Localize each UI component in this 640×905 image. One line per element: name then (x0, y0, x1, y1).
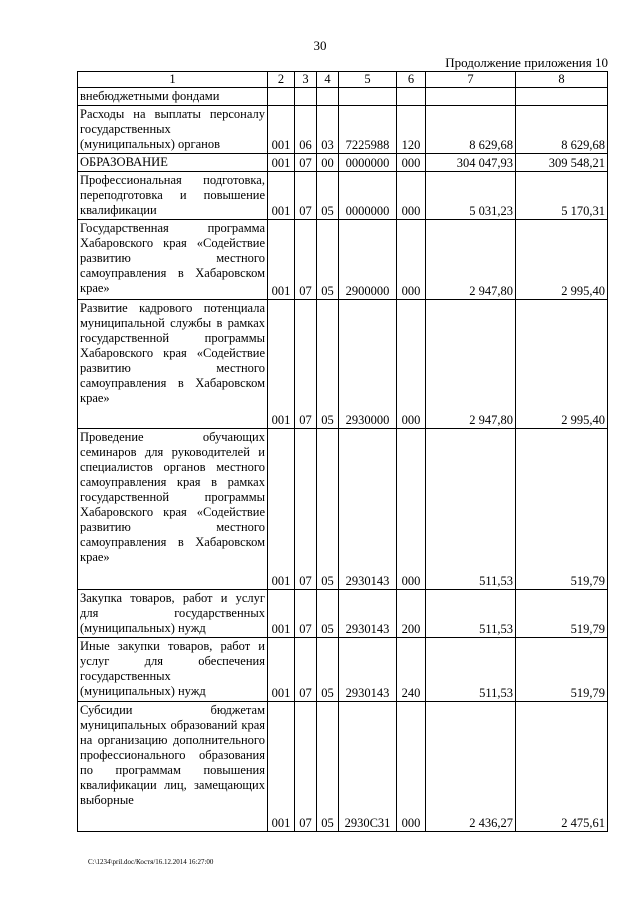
cell-admin-code: 001 (268, 638, 295, 702)
cell-expense-type: 000 (397, 702, 426, 832)
cell-subsection: 05 (317, 172, 339, 220)
cell-section: 07 (295, 220, 317, 300)
cell-target-article: 2900000 (339, 220, 397, 300)
cell-admin-code: 001 (268, 106, 295, 154)
cell-section: 07 (295, 172, 317, 220)
cell-expense-type: 240 (397, 638, 426, 702)
page-number: 30 (313, 38, 327, 53)
cell-subsection: 03 (317, 106, 339, 154)
cell-expense-type (397, 88, 426, 106)
cell-subsection: 05 (317, 300, 339, 429)
cell-amount-year2: 309 548,21 (516, 154, 608, 172)
header-cell: 3 (295, 72, 317, 88)
cell-expense-type: 000 (397, 300, 426, 429)
cell-amount-year1: 8 629,68 (426, 106, 516, 154)
row-description: Субсидии бюджетам муниципальных образований края на организацию дополнительного профессионального образования по программам повышения квалификации лиц, замещающих выборные (78, 702, 268, 832)
cell-section: 07 (295, 300, 317, 429)
cell-amount-year2 (516, 88, 608, 106)
cell-target-article: 0000000 (339, 154, 397, 172)
cell-amount-year1: 304 047,93 (426, 154, 516, 172)
cell-admin-code: 001 (268, 220, 295, 300)
cell-subsection: 00 (317, 154, 339, 172)
budget-table (77, 71, 608, 832)
row-description: Государственная программа Хабаровского края «Содействие развитию местного самоуправления в Хабаровском крае» (78, 220, 268, 300)
table-row (78, 154, 608, 172)
cell-target-article: 2930143 (339, 638, 397, 702)
row-description: Профессиональная подготовка, переподготовка и повышение квалификации (78, 172, 268, 220)
cell-section (295, 88, 317, 106)
document-footer-path: C:\1234\pril.doc/Костя/16.12.2014 16:27:00 (88, 858, 214, 866)
cell-subsection: 05 (317, 429, 339, 590)
header-cell: 7 (426, 72, 516, 88)
cell-expense-type: 000 (397, 172, 426, 220)
cell-amount-year2: 2 995,40 (516, 300, 608, 429)
cell-expense-type: 120 (397, 106, 426, 154)
header-cell: 5 (339, 72, 397, 88)
cell-expense-type: 200 (397, 590, 426, 638)
cell-target-article (339, 88, 397, 106)
cell-amount-year2: 8 629,68 (516, 106, 608, 154)
cell-amount-year2: 519,79 (516, 429, 608, 590)
row-description: внебюджетными фондами (78, 88, 268, 106)
header-cell: 8 (516, 72, 608, 88)
table-row (78, 429, 608, 590)
cell-admin-code: 001 (268, 154, 295, 172)
header-cell: 1 (78, 72, 268, 88)
cell-admin-code: 001 (268, 172, 295, 220)
table-row (78, 172, 608, 220)
cell-target-article: 0000000 (339, 172, 397, 220)
cell-subsection (317, 88, 339, 106)
cell-amount-year1: 511,53 (426, 638, 516, 702)
cell-expense-type: 000 (397, 154, 426, 172)
table-row (78, 220, 608, 300)
cell-subsection: 05 (317, 702, 339, 832)
row-description: ОБРАЗОВАНИЕ (78, 154, 268, 172)
cell-section: 07 (295, 154, 317, 172)
header-cell: 4 (317, 72, 339, 88)
table-row (78, 300, 608, 429)
cell-target-article: 2930С31 (339, 702, 397, 832)
cell-admin-code: 001 (268, 702, 295, 832)
cell-target-article: 2930000 (339, 300, 397, 429)
cell-subsection: 05 (317, 220, 339, 300)
cell-target-article: 2930143 (339, 429, 397, 590)
cell-amount-year2: 2 475,61 (516, 702, 608, 832)
cell-section: 07 (295, 702, 317, 832)
header-cell: 6 (397, 72, 426, 88)
appendix-subtitle: Продолжение приложения 10 (445, 55, 608, 70)
cell-target-article: 2930143 (339, 590, 397, 638)
cell-amount-year1: 511,53 (426, 590, 516, 638)
cell-amount-year1: 2 947,80 (426, 300, 516, 429)
cell-target-article: 7225988 (339, 106, 397, 154)
table-row (78, 106, 608, 154)
cell-expense-type: 000 (397, 220, 426, 300)
cell-amount-year2: 2 995,40 (516, 220, 608, 300)
cell-section: 06 (295, 106, 317, 154)
table-header-row (78, 72, 608, 88)
cell-admin-code: 001 (268, 429, 295, 590)
row-description: Иные закупки товаров, работ и услуг для обеспечения государственных (муниципальных) нужд (78, 638, 268, 702)
row-description: Закупка товаров, работ и услуг для государственных (муниципальных) нужд (78, 590, 268, 638)
cell-amount-year1 (426, 88, 516, 106)
cell-section: 07 (295, 638, 317, 702)
row-description: Расходы на выплаты персоналу государственных (муниципальных) органов (78, 106, 268, 154)
cell-subsection: 05 (317, 590, 339, 638)
table-row (78, 638, 608, 702)
cell-amount-year2: 519,79 (516, 638, 608, 702)
row-description: Развитие кадрового потенциала муниципальной службы в рамках государственной программы Хабаровского края «Содействие развитию местного самоуправления в Хабаровском крае» (78, 300, 268, 429)
cell-amount-year2: 519,79 (516, 590, 608, 638)
cell-section: 07 (295, 429, 317, 590)
cell-admin-code: 001 (268, 590, 295, 638)
cell-section: 07 (295, 590, 317, 638)
cell-amount-year2: 5 170,31 (516, 172, 608, 220)
cell-amount-year1: 511,53 (426, 429, 516, 590)
table-row (78, 88, 608, 106)
table-row (78, 702, 608, 832)
cell-subsection: 05 (317, 638, 339, 702)
row-description: Проведение обучающих семинаров для руководителей и специалистов органов местного самоуправления края в рамках государственной программы Хабаровского края «Содействие развитию местного самоуправления в Хабаровском крае» (78, 429, 268, 590)
cell-amount-year1: 2 436,27 (426, 702, 516, 832)
cell-amount-year1: 5 031,23 (426, 172, 516, 220)
cell-expense-type: 000 (397, 429, 426, 590)
header-cell: 2 (268, 72, 295, 88)
cell-admin-code (268, 88, 295, 106)
cell-admin-code: 001 (268, 300, 295, 429)
cell-amount-year1: 2 947,80 (426, 220, 516, 300)
table-row (78, 590, 608, 638)
